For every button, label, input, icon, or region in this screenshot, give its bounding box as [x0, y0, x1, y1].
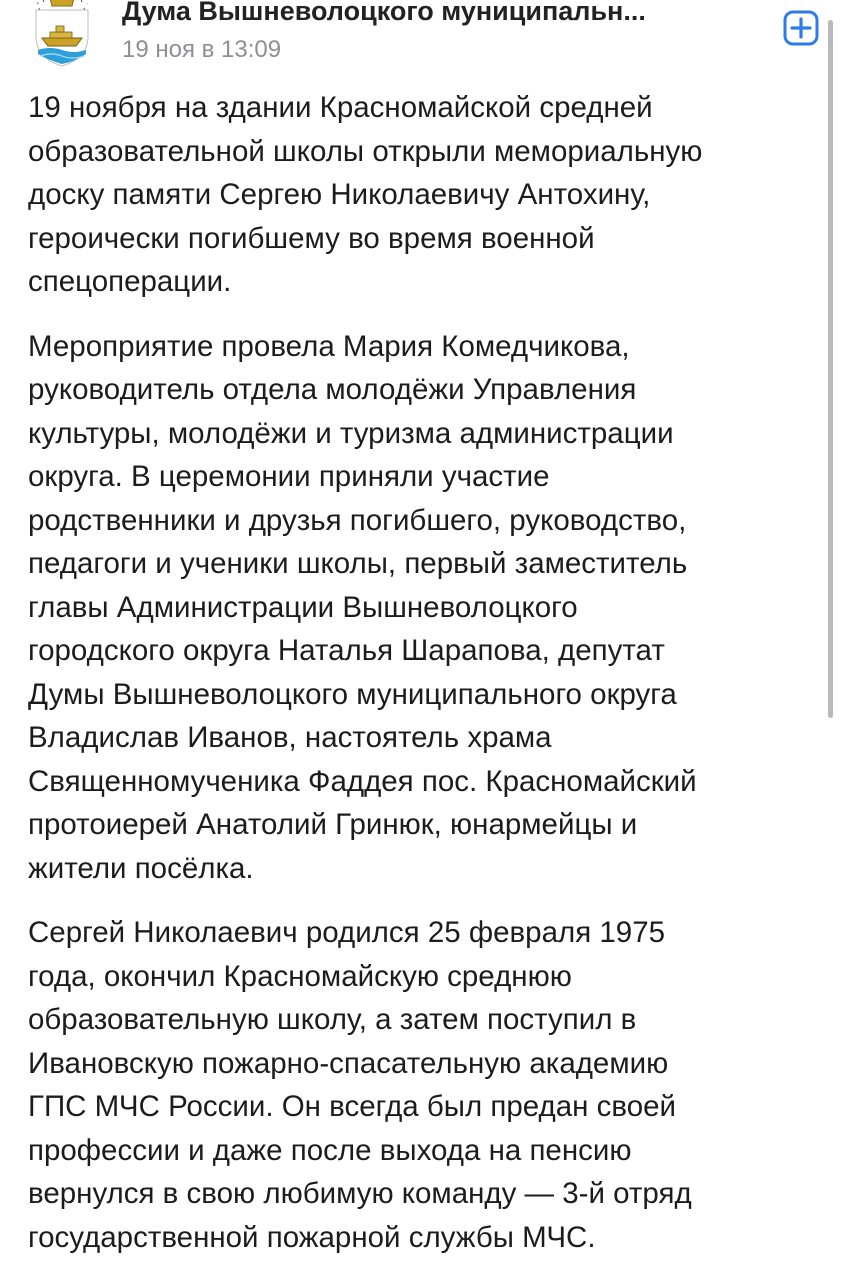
author-name[interactable]: Дума Вышневолоцкого муниципальн... [122, 0, 646, 26]
post-paragraph: 19 ноября на здании Красномайской средней образовательной школы открыли мемориальную доску памяти Сергею Николаевичу Антохину, героически погибшему во время военной спецоперации. [28, 91, 703, 298]
post-body [28, 86, 818, 1280]
post-timestamp: 19 ноя в 13:09 [122, 36, 282, 63]
post-header [0, 0, 841, 80]
post-paragraph: Мероприятие провела Мария Комедчикова, руководитель отдела молодёжи Управления культуры, молодёжи и туризма администрации округа. В церемонии приняли участие родственники и друзья погибшего, руководство, педагоги и ученики школы, первый заместитель главы Администрации Вышневолоцкого городского округа Наталья Шарапова, депутат Думы Вышневолоцкого муниципального округа Владислав Иванов, настоятель храма Священномученика Фаддея пос. Красномайский протоиерей Анатолий Гринюк, юнармейцы и жители посёлка. [28, 329, 697, 885]
avatar[interactable] [26, 0, 98, 70]
scrollbar[interactable] [828, 20, 833, 718]
post-paragraph: Сергей Николаевич родился 25 февраля 1975 года, окончил Красномайскую среднюю образовательную школу, а затем поступил в Ивановскую пожарно-спасательную академию ГПС МЧС России. Он всегда был предан своей профессии и даже после выхода на пенсию вернулся в свою любимую команду — 3-й отряд государственной пожарной службы МЧС. [28, 916, 692, 1254]
coat-of-arms-icon [26, 0, 98, 70]
plus-square-icon [783, 10, 819, 46]
add-button[interactable] [783, 10, 819, 46]
